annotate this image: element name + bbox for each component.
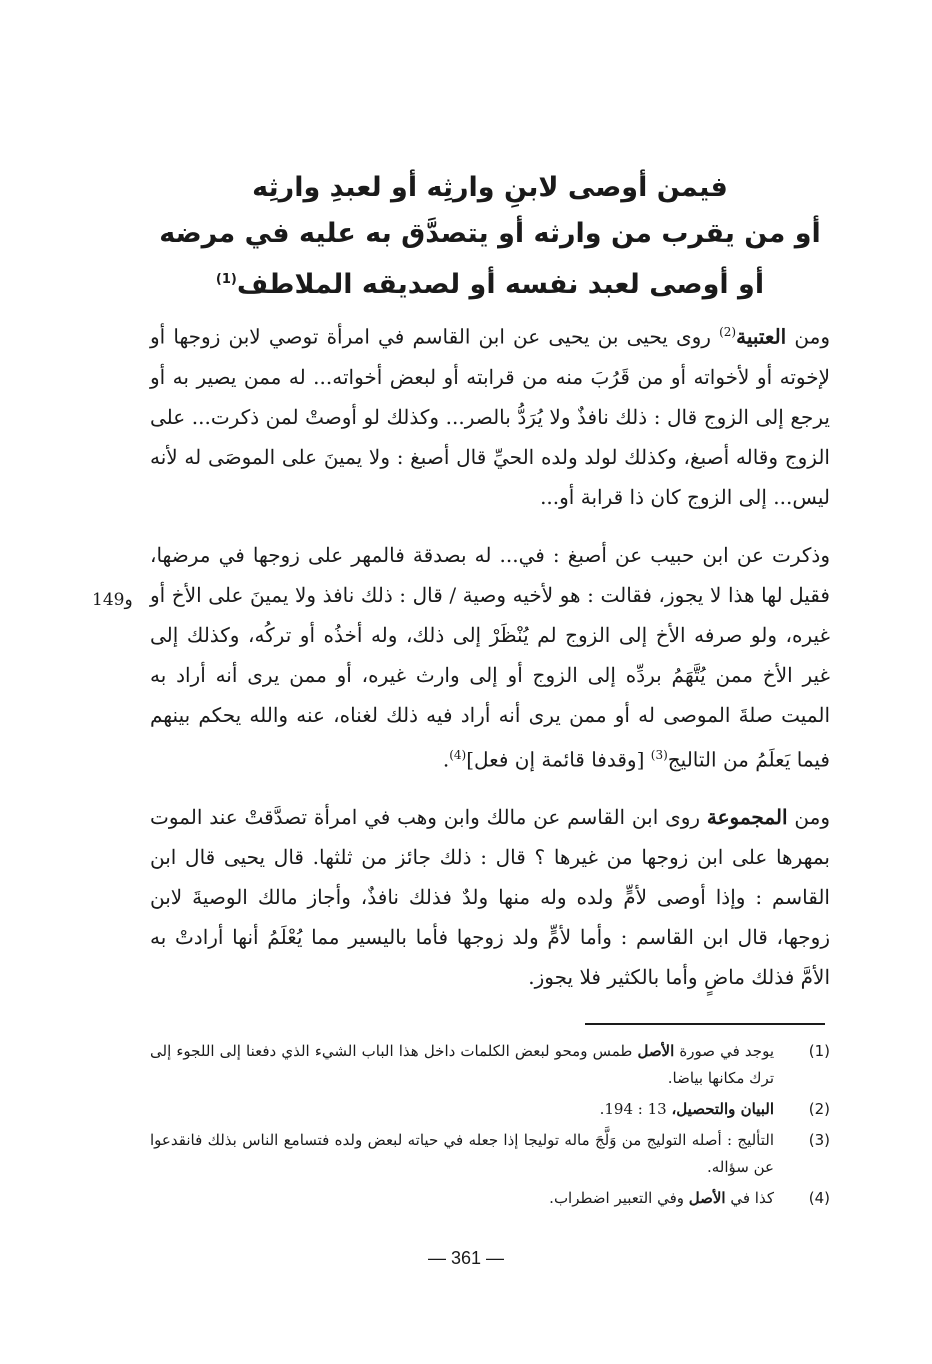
paragraph-text: وذكرت عن ابن حبيب عن أصبغ : في... له بصدقة فالمهر على زوجها في مرضها، فقيل لها هذا لا يجوز، فقالت : هو لأخيه وصية / قال : ذلك نافذ ولا يمينَ على الأخ أو غيره، ولو صرفه الأخ إلى الزوج لم يُنْظَرْ إلى ذلك، وله أخذُه أو تركُه، وكذلك إلى غير الأخ ممن يُتَّهَمُ بردِّه إلى الزوج أو إلى وارث غيره، أو ممن يرى أنه أراد به الميت صلةَ الموصى له أو ممن يرى أنه أراد فيه ذلك لغناه، عنه والله يحكم بينهم فيما يَعلَمُ من التاليج: [150, 542, 830, 772]
footnote-number: (1): [808, 1042, 830, 1060]
chapter-title: [150, 165, 830, 308]
footnote-ref: (2): [719, 325, 737, 339]
source-name: العتبية: [736, 324, 787, 349]
footnote-3: [150, 1127, 830, 1181]
footnote-number: (4): [808, 1189, 830, 1207]
paragraph-tail: [وقدفا قائمة إن فعل]: [466, 747, 651, 772]
footnote-text-b: طمس ومحو لبعض الكلمات داخل هذا الباب الشيء الذي دفعنا إلى اللجوء إلى ترك مكانها بياضا.: [150, 1042, 774, 1087]
footnote-2: [150, 1096, 830, 1123]
footnote-text-a: كذا في: [725, 1189, 774, 1207]
paragraph-text: روى يحيى بن يحيى عن ابن القاسم في امرأة توصي لابن زوجها أو لإخوته أو لأخواته أو من قَرُبَ منه من قرابته أو لبعض أخواته... له ممن يصير به أو يرجع إلى الزوج قال : ذلك نافذٌ ولا يُرَدُّ بالصر... وكذلك لو أوصتْ لمن ذكرت... على الزوج وقاله أصبغ، وكذلك لولد ولده الحيِّ قال أصبغ : ولا يمينَ على الموصَى له لأنه ليس... إلى الزوج كان ذا قرابة أو...: [150, 324, 830, 509]
paragraph-prefix: ومن: [794, 805, 830, 830]
body-text: [150, 312, 830, 1015]
footnote-text-b: 13 : 194.: [599, 1100, 672, 1118]
footnote-4: [150, 1185, 830, 1212]
footnote-text: [150, 1096, 774, 1123]
footnote-text-b: وفي التعبير اضطراب.: [549, 1189, 689, 1207]
title-line-3-text: أو أوصى لعبد نفسه أو لصديقه الملاطف: [236, 269, 765, 300]
footnote-ref: (4): [449, 747, 467, 762]
footnote-text: [150, 1038, 774, 1092]
footnote-1: [150, 1038, 830, 1092]
footnote-text-a: يوجد في صورة: [674, 1042, 774, 1060]
paragraph-1: [150, 312, 830, 517]
footnote-number: (3): [808, 1131, 830, 1149]
footnote-ref: (1): [215, 272, 237, 287]
paragraph-3: [150, 797, 830, 997]
footnote-bold: البيان والتحصيل،: [671, 1100, 774, 1118]
page-number: — 361 —: [427, 1248, 505, 1268]
manuscript-folio-ref: 149و: [92, 590, 133, 610]
title-line-1: فيمن أوصى لابنِ وارثِه أو لعبدِ وارثِه: [252, 172, 728, 203]
source-name: المجموعة: [706, 805, 788, 830]
footnote-bold: الأصل: [688, 1189, 726, 1207]
footnotes: [150, 1038, 830, 1216]
footnote-text: [150, 1185, 774, 1212]
paragraph-text: روى ابن القاسم عن مالك وابن وهب في امرأة تصدَّقتْ عند الموت بمهرها على ابن زوجها من غيرها ؟ قال : ذلك جائز من ثلثها. قال يحيى قال ابن القاسم : وإذا أوصى لأمٍّ ولده وله منها ولدٌ فذلك نافذٌ، وأجاز مالك الوصيةَ لابن زوجها، قال ابن القاسم : وأما لأمٍّ ولد زوجها فأما باليسير مما يُعْلَمُ أنها أرادتْ به الأمَّ فذلك ماضٍ وأما بالكثير فلا يجوز.: [150, 805, 830, 990]
paragraph-end: .: [442, 747, 450, 772]
footnote-bold: الأصل: [637, 1042, 675, 1060]
paragraph-2: [150, 535, 830, 780]
footnote-number: (2): [808, 1100, 830, 1118]
footnote-ref: (3): [650, 747, 668, 762]
footnote-divider: [585, 1023, 825, 1025]
footnote-text: [150, 1127, 774, 1181]
title-line-3: [150, 257, 830, 308]
footnote-text-a: التأليج : أصله التوليج من وَلَّجَ ماله توليجا إذا جعله في حياته لبعض ولده فتسامع الناس بذلك فانقدعوا عن سؤاله.: [150, 1131, 774, 1176]
title-line-2: أو من يقرب من وارثه أو يتصدَّق به عليه في مرضه: [159, 218, 821, 249]
paragraph-prefix: ومن: [794, 324, 830, 349]
